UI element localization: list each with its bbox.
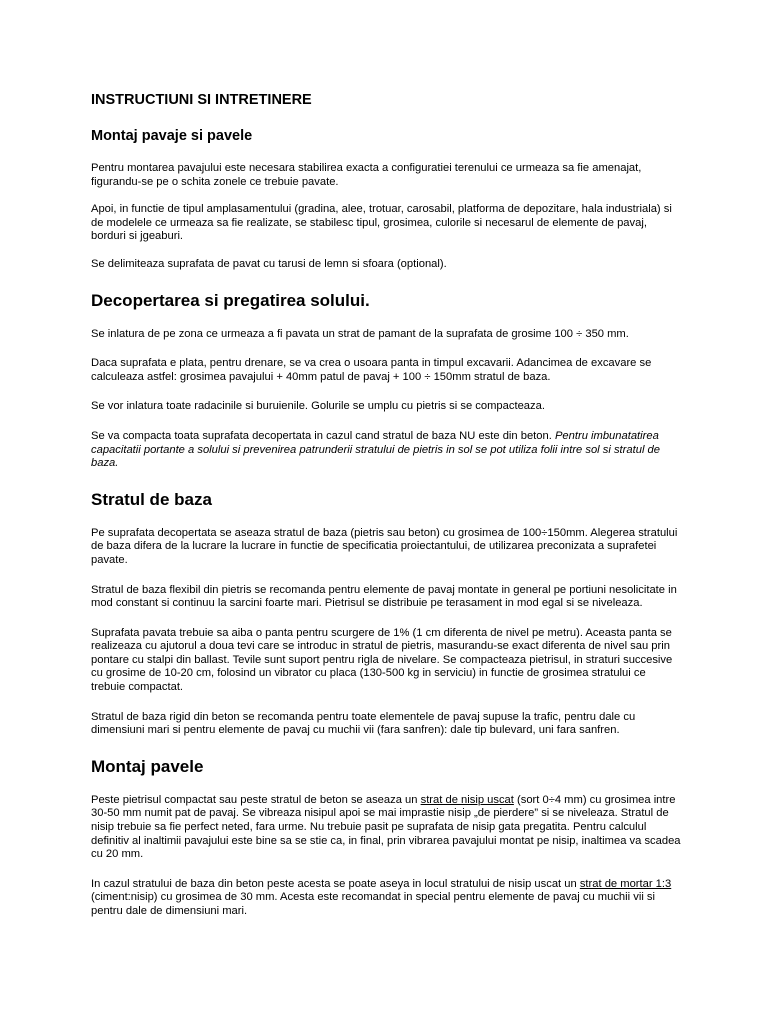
paragraph-text: In cazul stratului de baza din beton peste acesta se poate aseya in locul stratului de nisip uscat un <box>91 877 580 890</box>
section-heading-stratul-de-baza: Stratul de baza <box>91 489 212 509</box>
section-heading-montaj-pavele: Montaj pavele <box>91 756 204 776</box>
paragraph <box>91 878 681 919</box>
paragraph <box>91 794 681 862</box>
paragraph: Se delimiteaza suprafata de pavat cu tarusi de lemn si sfoara (optional). <box>91 257 447 270</box>
paragraph: Se vor inlatura toate radacinile si buruienile. Golurile se umplu cu pietris si se compacteaza. <box>91 400 545 413</box>
paragraph-text: (sort 0÷4 mm) cu grosimea intre 30-50 mm numit pat de pavaj. Se vibreaza nisipul apoi se mai imprastie nisip „de pierdere” si se niveleaza. Stratul de nisip trebuie sa fie perfect neted, fara urme. Nu trebuie pasit pe suprafata de nisip gata pregatita. Pentru calculul definitiv al inaltimii pavajului este bine sa se stie ca, in final, prin vibrarea pavajului montat pe nisip, inaltimea va scadea cu 20 mm. <box>91 793 681 861</box>
paragraph: Apoi, in functie de tipul amplasamentului (gradina, alee, trotuar, carosabil, platforma de depozitare, hala industriala) si de modelele ce urmeaza sa fie realizate, se stabilesc tipul, grosimea, culorile si necesarul de elemente de pavaj, borduri si jgeaburi. <box>91 203 672 243</box>
paragraph: Daca suprafata e plata, pentru drenare, se va crea o usoara panta in timpul excavarii. Adancimea de excavare se calculeaza astfel: grosimea pavajului + 40mm patul de pavaj + 100 ÷ 150mm stratul de baza. <box>91 357 652 383</box>
paragraph-text: (ciment:nisip) cu grosimea de 30 mm. Acesta este recomandat in special pentru elemente de pavaj cu muchii vii si pentru dale de dimensiuni mari. <box>91 891 655 917</box>
paragraph: Stratul de baza flexibil din pietris se recomanda pentru elemente de pavaj montate in general pe portiuni nesolicitate in mod constant si continuu la sarcini foarte mari. Pietrisul se distribuie pe terasament in mod egal si se niveleaza. <box>91 583 677 610</box>
document-body <box>91 90 681 933</box>
underlined-term-strat-de-mortar: strat de mortar 1:3 <box>579 877 672 890</box>
paragraph-text: Peste pietrisul compactat sau peste stratul de beton se aseaza un <box>91 793 421 806</box>
paragraph-italic-text: Pentru imbunatatirea capacitatii portante a solului si prevenirea patrunderii stratului de pietris in sol se pot utiliza folii intre sol si stratul de baza. <box>91 429 660 470</box>
section-heading-montaj-pavaje: Montaj pavaje si pavele <box>91 128 253 144</box>
paragraph: Pentru montarea pavajului este necesara stabilirea exacta a configuratiei terenului ce urmeaza sa fie amenajat, figurandu-se pe o schita zonele ce trebuie pavate. <box>91 162 642 188</box>
underlined-term-strat-de-nisip: strat de nisip uscat <box>420 793 514 806</box>
paragraph-text: Se va compacta toata suprafata decopertata in cazul cand stratul de baza NU este din beton. <box>91 429 555 442</box>
paragraph: Se inlatura de pe zona ce urmeaza a fi pavata un strat de pamant de la suprafata de grosime 100 ÷ 350 mm. <box>91 327 629 340</box>
paragraph: Pe suprafata decopertata se aseaza stratul de baza (pietris sau beton) cu grosimea de 100÷150mm. Alegerea stratului de baza difera de la lucrare la lucrare in functie de specificatia proiectantului, de utilizarea preconizata a suprafetei pavate. <box>91 526 678 566</box>
paragraph <box>91 430 681 471</box>
document-title: INSTRUCTIUNI SI INTRETINERE <box>91 92 312 108</box>
section-heading-decopertarea: Decopertarea si pregatirea solului. <box>91 290 370 310</box>
paragraph: Stratul de baza rigid din beton se recomanda pentru toate elementele de pavaj supuse la trafic, pentru dale cu dimensiuni mari si pentru elemente de pavaj cu muchii vii (fara sanfren): dale tip bulevard, uni fara sanfren. <box>91 710 636 737</box>
paragraph: Suprafata pavata trebuie sa aiba o panta pentru scurgere de 1% (1 cm diferenta de nivel pe metru). Aceasta panta se realizeaza cu ajutorul a doua tevi care se introduc in stratul de pietris, masurandu-se exact diferenta de nivel sau prin pontare cu stalpi din ballast. Tevile sunt suport pentru rigla de nivelare. Se compacteaza pietrisul, in straturi succesive cu grosime de 10-20 cm, folosind un vibrator cu placa (130-500 kg in serviciu) in functie de grosimea stratului ce trebuie compactat. <box>91 626 673 694</box>
